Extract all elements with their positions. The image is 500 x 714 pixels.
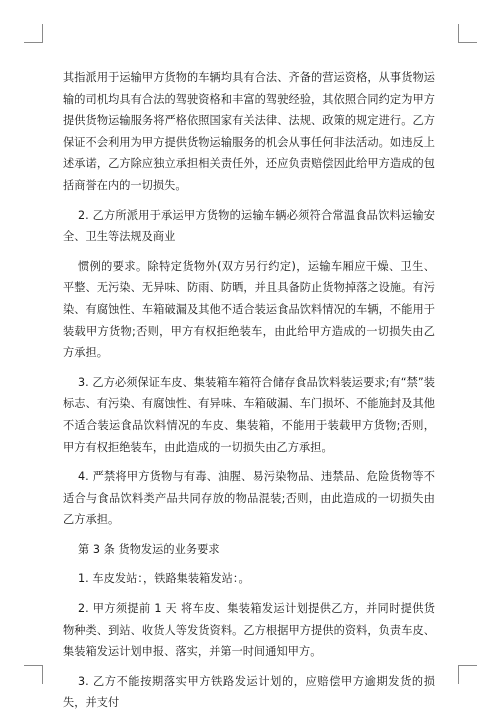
paragraph-clause-2: 2. 乙方所派用于承运甲方货物的运输车辆必须符合常温食品饮料运输安全、卫生等法规及商业: [63, 208, 435, 244]
crop-mark-top-left: [24, 24, 43, 43]
crop-mark-bottom-right: [458, 665, 477, 684]
paragraph-item-3: 3. 乙方不能按期落实甲方铁路发运计划的，应赔偿甲方逾期发货的损失，并支付: [63, 674, 435, 710]
section-heading-article-3: 第 3 条 货物发运的业务要求: [78, 542, 220, 556]
crop-mark-top-right: [458, 24, 477, 43]
paragraph-clause-3: 3. 乙方必须保证车皮、集装箱车箱符合储存食品饮料装运要求;有“禁”装标志、有污染、有腐蚀性、有异味、车箱破漏、车门损坏、不能施封及其他不适合装运食品饮料情况的车皮、集装箱，不能用于装载甲方货物;否则，甲方有权拒绝装车，由此造成的一切损失由乙方承担。: [63, 375, 435, 454]
paragraph-clause-4: 4. 严禁将甲方货物与有毒、油腥、易污染物品、违禁品、危险货物等不适合与食品饮料类产品共同存放的物品混装;否则，由此造成的一切损失由乙方承担。: [63, 470, 435, 527]
document-body: [63, 67, 435, 714]
crop-mark-bottom-left: [24, 665, 43, 684]
paragraph-continuation: 其指派用于运输甲方货物的车辆均具有合法、齐备的营运资格，从事货物运输的司机均具有合法的驾驶资格和丰富的驾驶经验，其依照合同约定为甲方提供货物运输服务将严格依照国家有关法律、法规、政策的规定进行。乙方保证不会利用为甲方提供货物运输服务的机会从事任何非法活动。如违反上述承诺，乙方除应独立承担相关责任外，还应负责赔偿因此给甲方造成的包括商誉在内的一切损失。: [63, 71, 435, 192]
paragraph-item-2: 2. 甲方须提前 1 天 将车皮、集装箱发运计划提供乙方，并同时提供货物种类、到站、收货人等发货资料。乙方根据甲方提供的资料，负责车皮、集装箱发运计划申报、落实，并第一时间通知甲方。: [63, 602, 435, 659]
paragraph-clause-2-continued: 惯例的要求。除特定货物外(双方另行约定)，运输车厢应干燥、卫生、平整、无污染、无异味、防雨、防晒，并且具备防止货物掉落之设施。有污染、有腐蚀性、车箱破漏及其他不适合装运食品饮料情况的车辆，不能用于装载甲方货物;否则，甲方有权拒绝装车，由此给甲方造成的一切损失由乙方承担。: [63, 259, 435, 360]
paragraph-item-1: 1. 车皮发站：，铁路集装箱发站：。: [78, 572, 250, 586]
